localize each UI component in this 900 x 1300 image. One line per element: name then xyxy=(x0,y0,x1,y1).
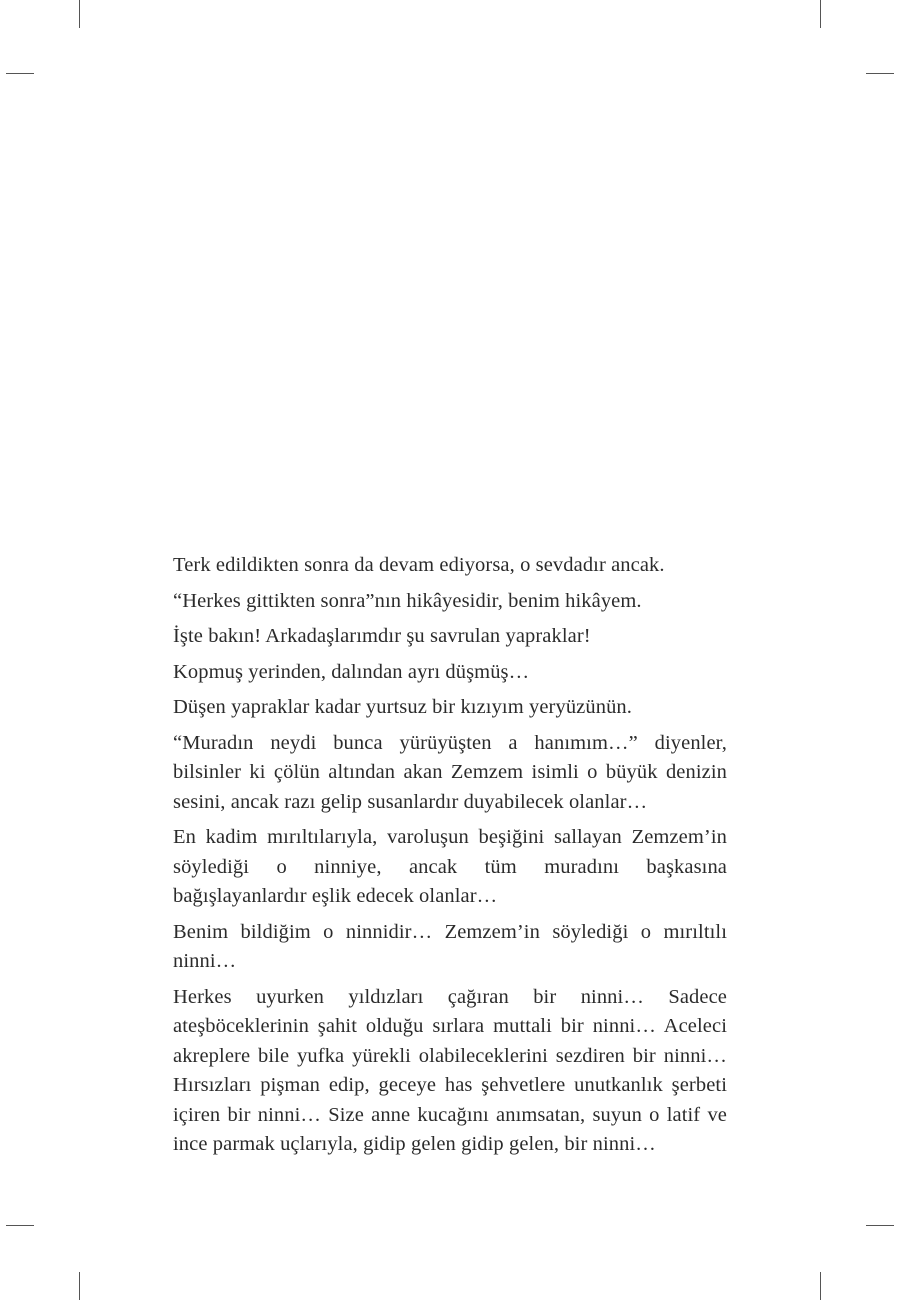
crop-mark-top-left-horizontal xyxy=(6,73,34,74)
crop-mark-bottom-right-horizontal xyxy=(866,1225,894,1226)
crop-mark-top-left-vertical xyxy=(79,0,80,28)
paragraph: “Herkes gittikten sonra”nın hikâyesidir, benim hikâyem. xyxy=(173,589,642,612)
paragraph: “Muradın neydi bunca yürüyüşten a hanımım…” diyenler, bilsinler ki çölün altından akan Zemzem isimli o büyük denizin sesini, ancak razı gelip susanlardır duyabilecek olanlar… xyxy=(173,731,727,813)
paragraph: Herkes uyurken yıldızları çağıran bir ninni… Sadece ateşböceklerinin şahit olduğu sırlara muttali bir ninni… Aceleci akreplere bile yufka yürekli olabileceklerini sezdiren bir ninni… Hırsızları pişman edip, geceye has şehvetlere unutkanlık şerbeti içiren bir ninni… Size anne kucağını anımsatan, suyun o latif ve ince parmak uçlarıyla, gidip gelen gidip gelen, bir ninni… xyxy=(173,985,727,1155)
crop-mark-bottom-left-vertical xyxy=(79,1272,80,1300)
crop-mark-top-right-horizontal xyxy=(866,73,894,74)
paragraph: Kopmuş yerinden, dalından ayrı düşmüş… xyxy=(173,660,530,683)
paragraph: İşte bakın! Arkadaşlarımdır şu savrulan yapraklar! xyxy=(173,625,591,647)
crop-mark-bottom-right-vertical xyxy=(820,1272,821,1300)
crop-mark-top-right-vertical xyxy=(820,0,821,28)
body-text xyxy=(173,551,727,1166)
crop-mark-bottom-left-horizontal xyxy=(6,1225,34,1226)
paragraph: En kadim mırıltılarıyla, varoluşun beşiğini sallayan Zemzem’in söylediği o ninniye, ancak tüm muradını başkasına bağışlayanlardır eşlik edecek olanlar… xyxy=(173,826,727,907)
paragraph: Düşen yapraklar kadar yurtsuz bir kızıyım yeryüzünün. xyxy=(173,696,633,718)
paragraph: Benim bildiğim o ninnidir… Zemzem’in söylediği o mırıltılı ninni… xyxy=(173,920,727,972)
paragraph: Terk edildikten sonra da devam ediyorsa, o sevdadır ancak. xyxy=(173,554,665,576)
